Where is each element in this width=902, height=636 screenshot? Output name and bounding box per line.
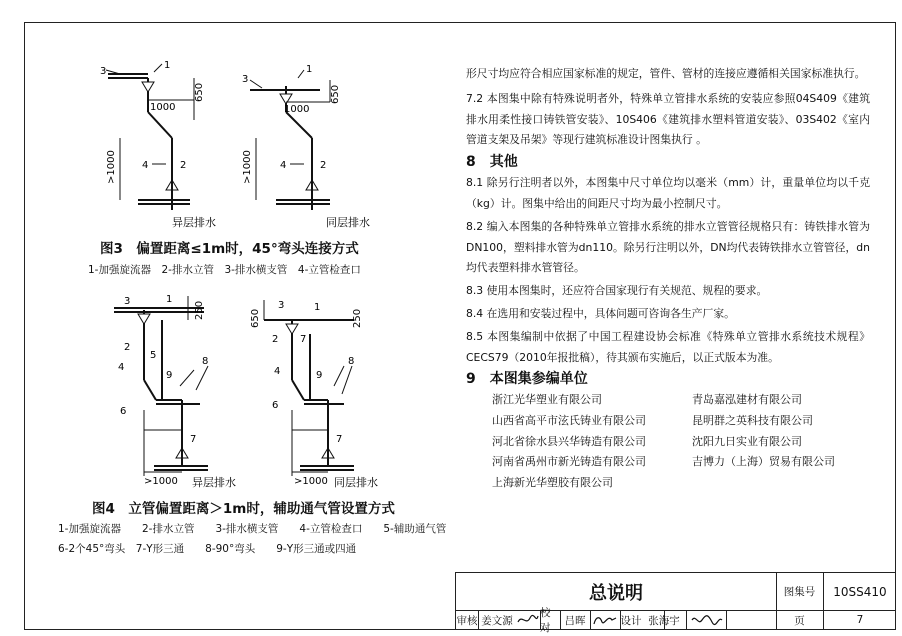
fig3-dim-650-left: 650 — [194, 82, 205, 102]
figure-4-diagram — [104, 290, 404, 490]
fig4-callout-8-right: 8 — [348, 356, 355, 367]
fig3-label-right: 同层排水 — [326, 216, 370, 229]
reviewer-name: 姜文源 — [481, 614, 513, 627]
fig3-dim-ge1000-right: >1000 — [242, 150, 253, 184]
fig3-callout-1-right: 1 — [306, 64, 313, 75]
unit-item: 浙江光华塑业有限公司 — [492, 393, 602, 407]
checker-signature — [592, 612, 618, 628]
fig3-callout-2-right: 2 — [320, 160, 327, 171]
unit-item: 沈阳九日实业有限公司 — [692, 434, 802, 448]
fig4-label-right: 同层排水 — [334, 476, 378, 489]
fig4-dim-650-right: 650 — [250, 308, 261, 328]
fig4-callout-7-right-top: 7 — [300, 334, 307, 345]
reviewer-signature — [516, 612, 540, 628]
fig4-dim-250-left: 250 — [194, 300, 205, 320]
fig4-label-left: 异层排水 — [192, 476, 236, 489]
fig3-dim-1000-left: 1000 — [150, 102, 176, 113]
fig3-callout-3-left: 3 — [100, 66, 107, 77]
fig4-dim-1000-right: >1000 — [294, 476, 328, 487]
fig4-callout-9-left: 9 — [166, 370, 173, 381]
unit-item: 上海新光华塑胶有限公司 — [492, 475, 613, 489]
atlas-number-label: 图集号 — [783, 586, 816, 598]
fig3-dim-1000-right: 1000 — [284, 104, 310, 115]
page-label: 页 — [794, 614, 805, 627]
fig3-caption: 图3 偏置距离≤1m时，45°弯头连接方式 — [100, 241, 359, 257]
fig3-callout-4-right: 4 — [280, 160, 287, 171]
fig4-callout-5-left: 5 — [150, 350, 157, 361]
fig4-callout-3-right: 3 — [278, 300, 285, 311]
note-8-2: 8.2 编入本图集的各种特殊单立管排水系统的排水立管管径规格只有：铸铁排水管为DN100，塑料排水管为dn110。除另行注明以外，DN均代表铸铁排水立管管径，dn均代表塑料排水管管径。 — [466, 219, 870, 275]
page-number: 7 — [856, 614, 864, 626]
fig4-callout-4-right: 4 — [274, 366, 281, 377]
fig3-label-left: 异层排水 — [172, 216, 216, 229]
note-continued: 形尺寸均应符合相应国家标准的规定，管件、管材的连接应遵循相关国家标准执行。 — [466, 67, 866, 80]
note-7-2: 7.2 本图集中除有特殊说明者外，特殊单立管排水系统的安装应参照04S409《建筑排水用柔性接口铸铁管安装》、10S406《建筑排水塑料管道安装》、03S402《室内管道支架及吊架》等现行建筑标准设计图集执行 。 — [466, 91, 870, 147]
fig4-legend-line2: 6-2个45°弯头 7-Y形三通 8-90°弯头 9-Y形三通或四通 — [58, 543, 357, 555]
checker-name: 吕晖 — [564, 614, 586, 627]
unit-item: 山西省高平市泫氏铸业有限公司 — [492, 413, 646, 427]
fig4-dim-250-right: 250 — [352, 308, 363, 328]
general-notes — [466, 64, 870, 493]
section-8-heading: 8 其他 — [466, 154, 518, 171]
title-block — [455, 572, 896, 634]
note-8-1: 8.1 除另行注明者以外，本图集中尺寸单位均以毫米（mm）计，重量单位均以千克（kg）计。图集中给出的间距尺寸均为最小控制尺寸。 — [466, 176, 870, 210]
check-label: 校对 — [540, 607, 551, 634]
fig3-dim-ge1000-left: >1000 — [106, 150, 117, 184]
fig3-callout-3-right: 3 — [242, 74, 249, 85]
designer-name: 张海宇 — [648, 614, 680, 627]
fig4-legend-line1: 1-加强旋流器 2-排水立管 3-排水横支管 4-立管检查口 5-辅助通气管 — [58, 523, 447, 535]
fig4-callout-3-left: 3 — [124, 296, 131, 307]
drawing-title: 总说明 — [589, 582, 643, 604]
fig4-callout-4-left: 4 — [118, 362, 125, 373]
unit-item: 河南省禹州市新光铸造有限公司 — [492, 455, 646, 469]
figure-3-diagram — [90, 60, 390, 235]
fig4-callout-7-right: 7 — [336, 434, 343, 445]
note-8-3: 8.3 使用本图集时，还应符合国家现行有关规范、规程的要求。 — [466, 284, 768, 298]
review-label: 审核 — [456, 614, 478, 627]
fig4-callout-2-left: 2 — [124, 342, 131, 353]
unit-item: 昆明群之英科技有限公司 — [692, 413, 813, 427]
design-label-visible: 设计 — [620, 614, 642, 627]
unit-item: 青岛嘉泓建材有限公司 — [692, 393, 802, 407]
section-9-heading: 9 本图集参编单位 — [466, 371, 588, 388]
fig4-caption: 图4 立管偏置距离＞1m时，辅助通气管设置方式 — [92, 501, 395, 517]
fig3-dim-650-right: 650 — [330, 84, 341, 104]
participating-units — [492, 390, 870, 493]
fig4-callout-1-left: 1 — [166, 294, 173, 305]
fig3-legend: 1-加强旋流器 2-排水立管 3-排水横支管 4-立管检查口 — [88, 264, 361, 276]
fig4-dim-1000-left: >1000 — [144, 476, 178, 487]
fig4-callout-7-left: 7 — [190, 434, 197, 445]
unit-item: 河北省徐水县兴华铸造有限公司 — [492, 434, 646, 448]
designer-signature — [690, 612, 724, 628]
note-8-4: 8.4 在选用和安装过程中，具体问题可咨询各生产厂家。 — [466, 306, 735, 320]
fig4-callout-2-right: 2 — [272, 334, 279, 345]
fig4-callout-1-right: 1 — [314, 302, 321, 313]
fig4-callout-6-left: 6 — [120, 406, 127, 417]
fig4-callout-8-left: 8 — [202, 356, 209, 367]
fig3-callout-4-left: 4 — [142, 160, 149, 171]
note-8-5: 8.5 本图集编制中依据了中国工程建设协会标准《特殊单立管排水系统技术规程》CECS79（2010年报批稿），待其颁布实施后，以正式版本为准。 — [466, 329, 870, 364]
fig4-callout-6-right: 6 — [272, 400, 279, 411]
fig3-callout-2-left: 2 — [180, 160, 187, 171]
fig3-callout-1-left: 1 — [164, 60, 171, 71]
fig4-callout-9-right: 9 — [316, 370, 323, 381]
atlas-number: 10SS410 — [833, 584, 887, 599]
unit-item: 吉博力（上海）贸易有限公司 — [692, 455, 835, 469]
